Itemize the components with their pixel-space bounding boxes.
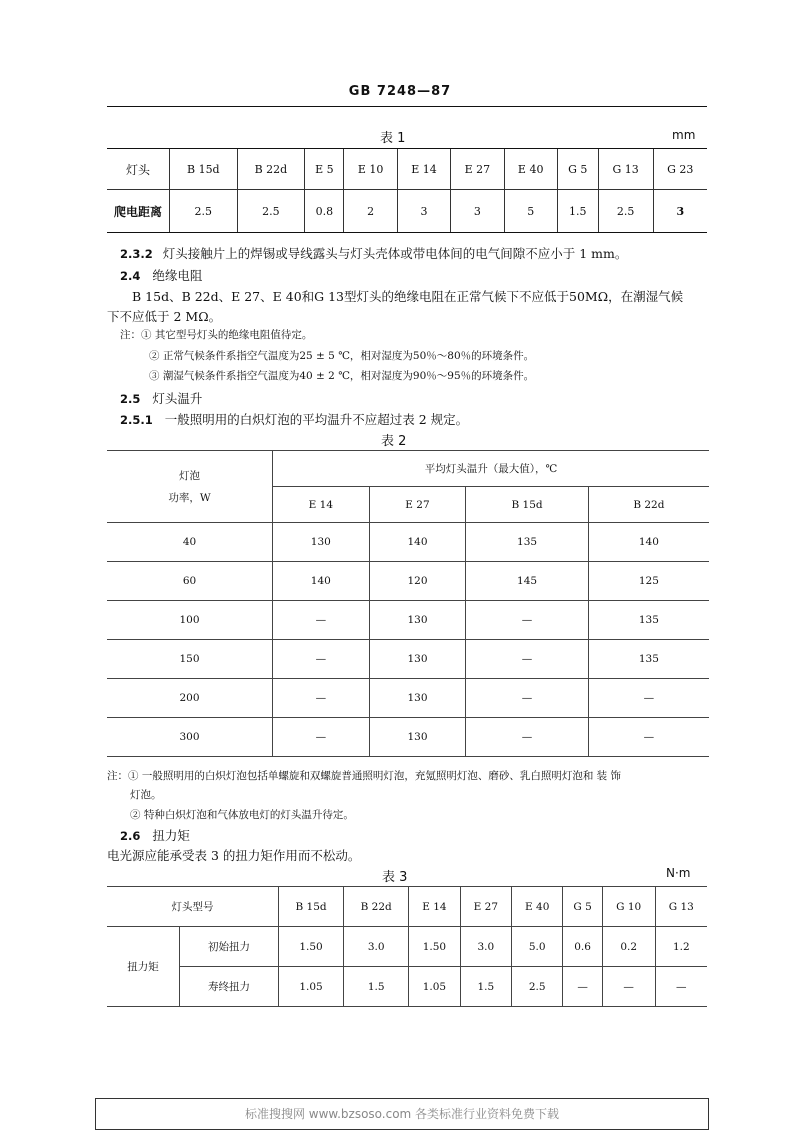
- table3-cell: 1.05: [409, 967, 460, 1007]
- section-number: 2.5.1: [120, 413, 153, 427]
- table1-cell: 0.8: [305, 190, 344, 233]
- table2-cell: 130: [369, 640, 466, 679]
- table2-note-1-cont: 灯泡。: [130, 789, 162, 801]
- table2-power: 100: [107, 601, 273, 640]
- section-text: 一般照明用的白炽灯泡的平均温升不应超过表 2 规定。: [164, 412, 469, 427]
- table1-col-header: B 22d: [237, 149, 305, 190]
- section-2-6: [120, 826, 190, 844]
- table2-row: [107, 562, 709, 601]
- note-1: 注：① 其它型号灯头的绝缘电阻值待定。: [120, 329, 313, 341]
- table1-unit: mm: [672, 128, 696, 142]
- table3: [107, 886, 707, 1007]
- table3-col-header: E 27: [460, 887, 511, 927]
- section-2-6-text: 电光源应能承受表 3 的扭力矩作用而不松动。: [107, 848, 361, 863]
- table2-power: 60: [107, 562, 273, 601]
- table3-cell: 1.5: [344, 967, 409, 1007]
- table2-cell: —: [273, 718, 370, 757]
- section-number: 2.5: [120, 392, 141, 406]
- table1-col-header: B 15d: [170, 149, 238, 190]
- table1-col-header: E 14: [397, 149, 450, 190]
- table3-cell: 3.0: [344, 927, 409, 967]
- table2-cell: 140: [588, 523, 709, 562]
- table2-cell: —: [588, 679, 709, 718]
- table3-group-label: 扭力矩: [107, 927, 180, 1007]
- section-text: 灯头接触片上的焊锡或导线露头与灯头壳体或带电体间的电气间隙不应小于 1 mm。: [162, 246, 628, 261]
- table3-col-header: E 14: [409, 887, 460, 927]
- table2-cell: 140: [369, 523, 466, 562]
- table2-row: [107, 640, 709, 679]
- table3-cell: 2.5: [512, 967, 563, 1007]
- section-title: 绝缘电阻: [152, 268, 203, 283]
- table2-cell: 135: [588, 601, 709, 640]
- table1: [107, 149, 707, 232]
- table2-power: 150: [107, 640, 273, 679]
- table1-cell: 2.5: [237, 190, 305, 233]
- table2-cell: —: [466, 640, 588, 679]
- table2-note-1: 注：① 一般照明用的白炽灯泡包括单螺旋和双螺旋普通照明灯泡，充氪照明灯泡、磨砂、乳白照明灯泡和 装 饰: [107, 770, 622, 782]
- table2-cell: 145: [466, 562, 588, 601]
- table3-header-label: 灯头型号: [107, 887, 279, 927]
- table2-col-header: E 27: [369, 487, 466, 523]
- section-title: 灯头温升: [152, 391, 203, 406]
- table3-cell: 1.05: [279, 967, 344, 1007]
- table2-power: 40: [107, 523, 273, 562]
- table3-col-header: G 5: [563, 887, 602, 927]
- table1-col-header: E 5: [305, 149, 344, 190]
- table2-cell: —: [273, 679, 370, 718]
- table1-cell: 3: [653, 190, 707, 233]
- table1-col-header: G 5: [557, 149, 598, 190]
- table3-cell: 5.0: [512, 927, 563, 967]
- table2-corner: [107, 451, 273, 523]
- table3-cell: 0.6: [563, 927, 602, 967]
- table1-cell: 2.5: [170, 190, 238, 233]
- table1-cell: 3: [397, 190, 450, 233]
- table2-caption: 表 2: [381, 434, 407, 449]
- table2-cell: 130: [273, 523, 370, 562]
- table2-cell: 130: [369, 718, 466, 757]
- table2-col-header: B 22d: [588, 487, 709, 523]
- table3-unit: N·m: [666, 866, 691, 880]
- table2-row: [107, 523, 709, 562]
- section-2-5-1: [120, 410, 468, 428]
- table1-col-header: G 13: [598, 149, 653, 190]
- table2-cell: —: [466, 718, 588, 757]
- table3-col-header: E 40: [512, 887, 563, 927]
- table2-row: [107, 679, 709, 718]
- table1-col-header: G 23: [653, 149, 707, 190]
- table2-col-header: B 15d: [466, 487, 588, 523]
- table2-row: [107, 601, 709, 640]
- table1-cell: 2.5: [598, 190, 653, 233]
- section-title: 扭力矩: [152, 828, 190, 843]
- table3-cell: 1.50: [279, 927, 344, 967]
- table3-col-header: G 13: [655, 887, 707, 927]
- table2-row: [107, 718, 709, 757]
- table1-col-header: E 40: [504, 149, 557, 190]
- section-2-3-2: [120, 244, 627, 262]
- table1-caption: 表 1: [380, 131, 406, 146]
- section-2-4: [120, 266, 202, 284]
- table3-cell: —: [655, 967, 707, 1007]
- table2-power: 200: [107, 679, 273, 718]
- table2-cell: —: [273, 601, 370, 640]
- table2-corner-bulb: 灯泡: [179, 469, 200, 482]
- table1-row-header-creepage: 爬电距离: [113, 204, 162, 219]
- table3-cell: —: [563, 967, 602, 1007]
- table2-col-header: E 14: [273, 487, 370, 523]
- table3-cell: 1.2: [655, 927, 707, 967]
- table1-cell: 5: [504, 190, 557, 233]
- section-2-5: [120, 389, 202, 407]
- table2-cell: 125: [588, 562, 709, 601]
- table2-group-header: 平均灯头温升（最大值），℃: [273, 451, 710, 487]
- table3-row: [107, 967, 707, 1007]
- table3-cell: —: [602, 967, 655, 1007]
- table1-bottom-rule: [107, 232, 707, 233]
- table3-cell: 0.2: [602, 927, 655, 967]
- table1-col-header: E 27: [451, 149, 504, 190]
- document-header: GB 7248—87: [348, 84, 452, 99]
- table1-col-header: E 10: [344, 149, 397, 190]
- table3-caption: 表 3: [382, 870, 408, 885]
- table3-col-header: B 15d: [279, 887, 344, 927]
- table3-cell: 1.50: [409, 927, 460, 967]
- note-3: ③ 潮湿气候条件系指空气温度为40 ± 2 ℃，相对湿度为90％～95％的环境条件。: [149, 370, 535, 382]
- table2-note-2: ② 特种白炽灯泡和气体放电灯的灯头温升待定。: [130, 809, 354, 821]
- section-number: 2.3.2: [120, 247, 153, 261]
- table2-cell: 135: [466, 523, 588, 562]
- table3-row-label: 寿终扭力: [180, 967, 279, 1007]
- note-2: ② 正常气候条件系指空气温度为25 ± 5 ℃，相对湿度为50％～80％的环境条件。: [149, 350, 535, 362]
- section-number: 2.6: [120, 829, 141, 843]
- table3-cell: 1.5: [460, 967, 511, 1007]
- table2-corner-power: 功率，W: [168, 491, 211, 504]
- table3-col-header: G 10: [602, 887, 655, 927]
- table2-cell: 135: [588, 640, 709, 679]
- section-number: 2.4: [120, 269, 141, 283]
- table1-cell: 3: [451, 190, 504, 233]
- table3-row-label: 初始扭力: [180, 927, 279, 967]
- footer-banner: 标准搜搜网 www.bzsoso.com 各类标准行业资料免费下载: [95, 1098, 709, 1130]
- table2-cell: 140: [273, 562, 370, 601]
- table2-cell: 120: [369, 562, 466, 601]
- table1-cell: 1.5: [557, 190, 598, 233]
- header-rule: [107, 106, 707, 107]
- table2-cell: 130: [369, 679, 466, 718]
- table1-cell: 2: [344, 190, 397, 233]
- section-2-4-para-line2: 下不应低于 2 MΩ。: [107, 309, 222, 324]
- table3-cell: 3.0: [460, 927, 511, 967]
- table2-cell: —: [466, 601, 588, 640]
- table2-cell: —: [466, 679, 588, 718]
- section-2-4-para-line1: B 15d、B 22d、E 27、E 40和G 13型灯头的绝缘电阻在正常气候下不应低于50MΩ，在潮湿气候: [132, 289, 684, 304]
- table2-cell: —: [588, 718, 709, 757]
- table3-row: [107, 927, 707, 967]
- table2-cell: —: [273, 640, 370, 679]
- table1-row-header-base: 灯头: [107, 149, 170, 190]
- table2-cell: 130: [369, 601, 466, 640]
- table2: [107, 450, 709, 757]
- table2-power: 300: [107, 718, 273, 757]
- table3-col-header: B 22d: [344, 887, 409, 927]
